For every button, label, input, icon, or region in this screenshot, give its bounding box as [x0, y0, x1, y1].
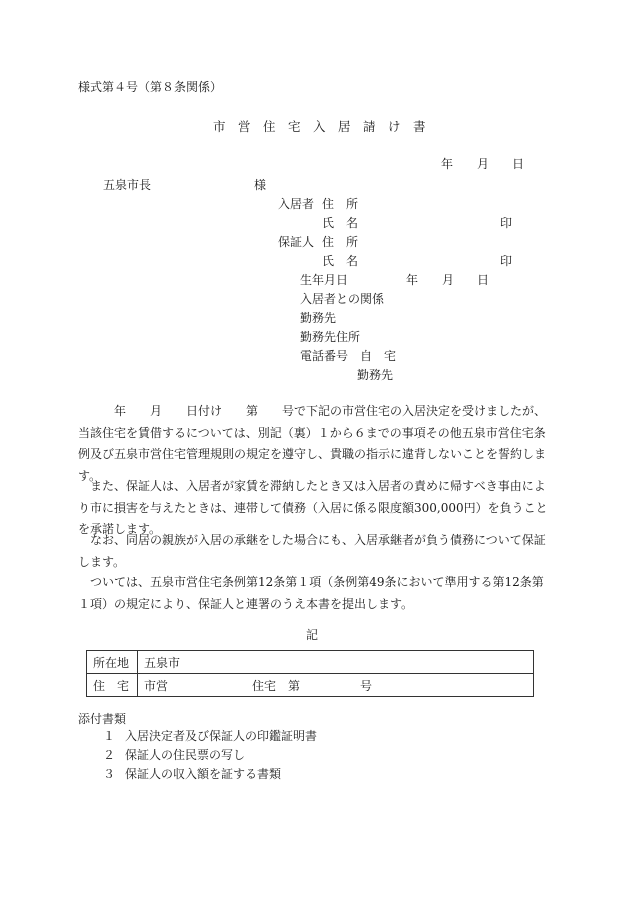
attachment-number: １	[103, 729, 116, 743]
location-label: 所在地	[87, 651, 138, 674]
record-table	[86, 650, 534, 697]
guarantor-heading: 保証人	[278, 235, 315, 249]
birthdate-label: 生年月日	[300, 273, 349, 287]
date-year: 年	[441, 157, 454, 171]
attachment-item: 保証人の収入額を証する書類	[125, 767, 282, 781]
date-day: 日	[512, 157, 525, 171]
attachment-item: 入居決定者及び保証人の印鑑証明書	[125, 729, 318, 743]
addressee-name: 五泉市長	[103, 178, 152, 192]
housing-value: 市営 住宅 第 号	[138, 674, 534, 697]
resident-address-label: 住 所	[322, 197, 359, 211]
attachment-item: 保証人の住民票の写し	[125, 748, 246, 762]
date-month: 月	[477, 157, 490, 171]
workplace-label: 勤務先	[300, 311, 337, 325]
document-title: 市 営 住 宅 入 居 請 け 書	[213, 119, 426, 134]
resident-name-label: 氏 名	[322, 216, 359, 230]
attachment-number: ３	[103, 767, 116, 781]
phone-home-label: 自 宅	[360, 349, 397, 363]
guarantor-address-label: 住 所	[322, 235, 359, 249]
housing-label: 住 宅	[87, 674, 138, 697]
form-number: 様式第４号（第８条関係）	[78, 80, 223, 94]
paragraph-submission: ついては、五泉市営住宅条例第12条第１項（条例第49条において準用する第12条第１項）の規定により、保証人と連署のうえ本書を提出します。	[78, 575, 544, 611]
record-heading: 記	[306, 628, 319, 642]
relation-label: 入居者との関係	[300, 292, 385, 306]
location-value: 五泉市	[138, 651, 534, 674]
paragraph-pledge: 年 月 日付け 第 号で下記の市営住宅の入居決定を受けましたが、当該住宅を賃借するについては、別記（裏）１から６までの事項その他五泉市営住宅条例及び五泉市営住宅管理規則の規定を遵守し、貴職の指示に違背しないことを誓約します。	[78, 404, 547, 483]
birth-month: 月	[442, 273, 455, 287]
resident-heading: 入居者	[278, 197, 315, 211]
paragraph-guarantee: また、保証人は、入居者が家賃を滞納したとき又は入居者の責めに帰すべき事由により市に損害を与えたときは、連帯して債務（入居に係る限度額300,000円）を負うことを承諾します。	[78, 479, 548, 536]
workplace-address-label: 勤務先住所	[300, 330, 361, 344]
phone-work-label: 勤務先	[357, 368, 394, 382]
addressee-honorific: 様	[254, 178, 267, 192]
attachment-number: ２	[103, 748, 116, 762]
birth-day: 日	[477, 273, 490, 287]
table-row	[87, 651, 534, 674]
phone-label: 電話番号	[300, 349, 349, 363]
guarantor-seal: 印	[500, 254, 513, 268]
guarantor-name-label: 氏 名	[322, 254, 359, 268]
resident-seal: 印	[500, 216, 513, 230]
table-row	[87, 674, 534, 697]
paragraph-succession: なお、同居の親族が入居の承継をした場合にも、入居承継者が負う債務について保証します。	[78, 533, 546, 569]
birth-year: 年	[406, 273, 419, 287]
attachments-heading: 添付書類	[78, 712, 127, 726]
